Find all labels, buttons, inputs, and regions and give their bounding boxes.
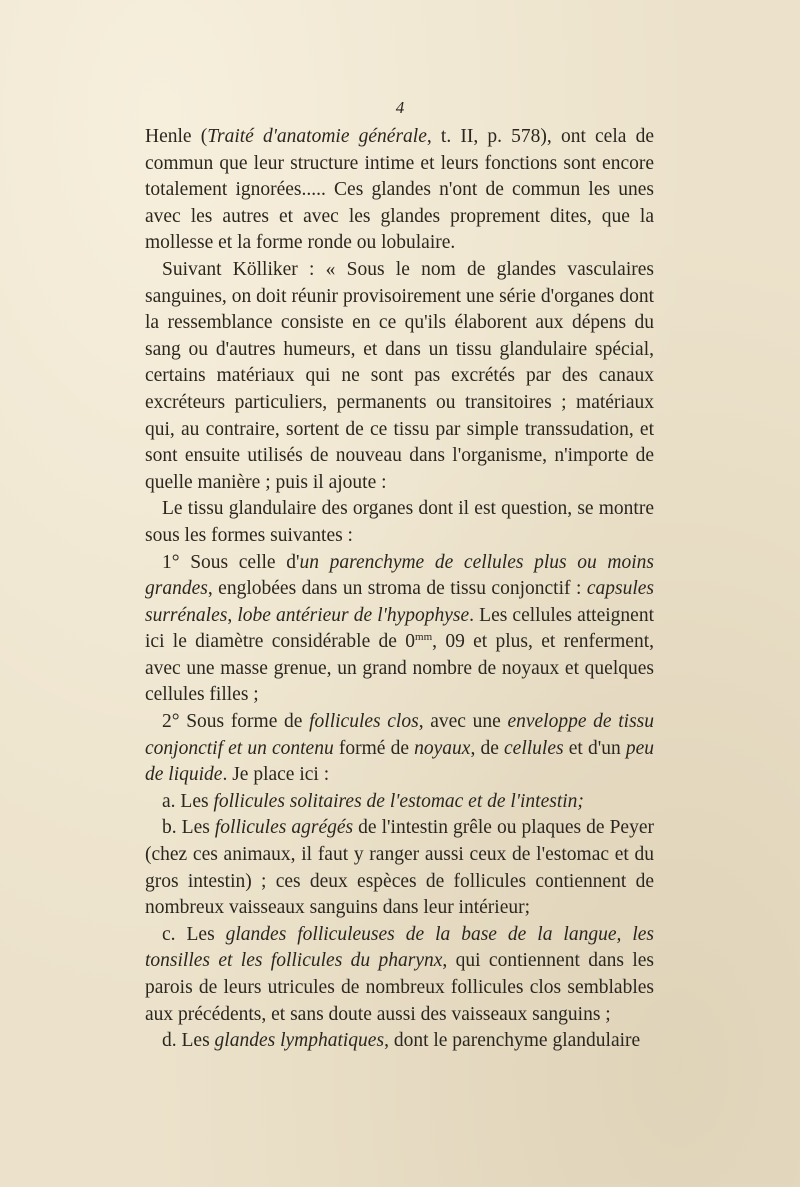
paragraph-1 bbox=[145, 124, 654, 257]
text-run: Henle ( bbox=[145, 126, 208, 147]
italic-term: un parenchyme de cellules plus ou moins grandes bbox=[145, 551, 655, 600]
italic-term: follicules clos bbox=[309, 711, 419, 733]
text-run: , avec une bbox=[418, 711, 508, 733]
italic-term: noyaux bbox=[414, 737, 471, 759]
paragraph-4 bbox=[145, 550, 654, 710]
italic-term: peu de liquide bbox=[145, 737, 655, 786]
text-run: et d'un bbox=[563, 737, 626, 759]
text-run: , 09 et plus, et renferment, avec une masse grenue, un grand nombre de noyaux et quelques cellules filles ; bbox=[145, 631, 654, 706]
paragraph-3 bbox=[145, 496, 654, 549]
text-run: . Je place ici : bbox=[222, 764, 330, 786]
text-run: de l'intestin grêle ou plaques de Peyer (chez ces animaux, il faut y ranger aussi ceux de l'estomac et du gros intestin) ; ces deux espèces de follicules contiennent de nombreux vaisseaux sanguins dans leur intérieur; bbox=[145, 817, 654, 919]
text-run: formé de bbox=[333, 737, 415, 759]
italic-term: follicules agrégés bbox=[214, 817, 354, 839]
text-run: , dont le parenchyme glandulaire bbox=[384, 1030, 641, 1052]
paragraph-6 bbox=[145, 789, 654, 816]
text-run: . Les cellules atteignent ici le diamètre considérable de 0 bbox=[145, 604, 654, 653]
text-run: a. Les bbox=[162, 790, 214, 812]
paragraph-8 bbox=[145, 922, 654, 1028]
italic-title: Traité d'anatomie générale bbox=[207, 126, 427, 147]
text-run: , qui contiennent dans les parois de leurs utricules de nombreux follicules clos semblables aux précédents, et sans doute aussi des vaisseaux sanguins ; bbox=[145, 950, 654, 1025]
text-run: c. Les bbox=[162, 923, 226, 945]
italic-term: enveloppe de tissu conjonctif et un contenu bbox=[145, 711, 654, 759]
italic-term: glandes folliculeuses de la base de la langue, les tonsilles et les follicules du pharynx bbox=[145, 923, 655, 972]
text-run: , t. II, p. 578), ont cela de commun que leur structure intime et leurs fonctions sont encore totalement ignorées..... Ces glandes n'ont de commun les unes avec les autres et avec les glandes proprement dites, que la mollesse et la forme ronde ou lobulaire. bbox=[145, 126, 654, 254]
unit-superscript: mm bbox=[415, 631, 433, 644]
italic-term: cellules bbox=[504, 737, 564, 759]
paragraph-7 bbox=[145, 815, 654, 921]
text-run: , englobées dans un stroma de tissu conjonctif : bbox=[207, 578, 587, 600]
page-number: 4 bbox=[395, 98, 405, 117]
paragraph-9 bbox=[145, 1028, 654, 1055]
text-run: 2° Sous forme de bbox=[162, 711, 310, 733]
text-run: Le tissu glandulaire des organes dont il est question, se montre sous les formes suivantes : bbox=[145, 498, 654, 546]
text-run: 1° Sous celle d' bbox=[162, 551, 300, 573]
text-run: d. Les bbox=[162, 1030, 215, 1052]
italic-term: lobe antérieur de l'hypophyse bbox=[237, 604, 470, 626]
text-run: b. Les bbox=[162, 817, 215, 839]
italic-term: glandes lymphatiques bbox=[214, 1030, 385, 1052]
italic-term: follicules solitaires de l'estomac et de l'intestin; bbox=[213, 790, 584, 812]
text-run: , bbox=[227, 604, 238, 626]
italic-term: capsules surrénales bbox=[145, 578, 654, 626]
text-run: , de bbox=[470, 737, 505, 759]
body-text bbox=[145, 124, 654, 1055]
paragraph-2 bbox=[145, 257, 654, 496]
text-run: Suivant Kölliker : « Sous le nom de glandes vasculaires sanguines, on doit réunir provisoirement une série d'organes dont la ressemblance consiste en ce qu'ils élaborent aux dépens du sang ou d'autres humeurs, et dans un tissu glandulaire spécial, certains matériaux qui ne sont pas excrétés par des canaux excréteurs particuliers, permanents ou transitoires ; matériaux qui, au contraire, sortent de ce tissu par simple transsudation, et sont ensuite utilisés de nouveau dans l'organisme, n'importe de quelle manière ; puis il ajoute : bbox=[145, 258, 654, 493]
paragraph-5 bbox=[145, 709, 654, 789]
